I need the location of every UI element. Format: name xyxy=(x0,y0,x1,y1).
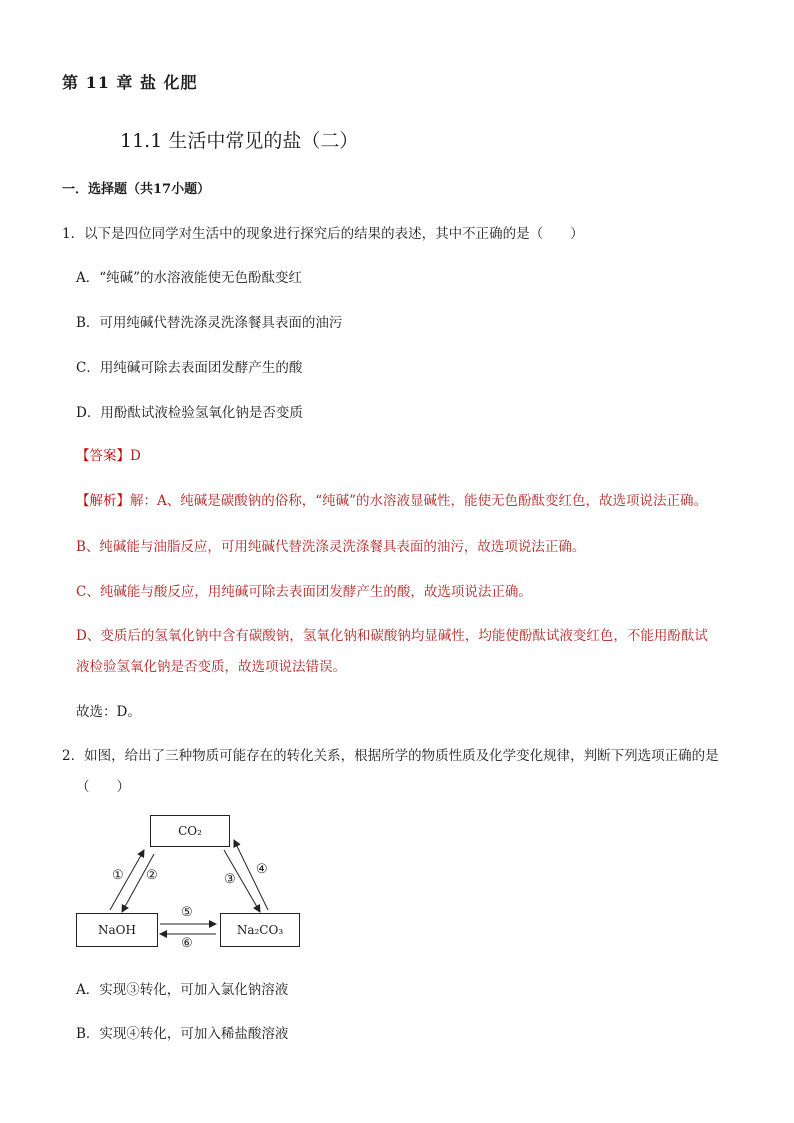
label-4: ④ xyxy=(256,862,268,877)
label-6: ⑥ xyxy=(181,936,193,951)
answer-value: D xyxy=(130,448,141,464)
question-1-option-c: C．用纯碱可除去表面团发酵产生的酸 xyxy=(76,360,303,376)
question-2-option-a: A．实现③转化，可加入氯化钠溶液 xyxy=(76,982,289,998)
question-1-option-d: D．用酚酞试液检验氢氧化钠是否变质 xyxy=(76,405,303,421)
question-1-analysis-line: D、变质后的氢氧化钠中含有碳酸钠，氢氧化钠和碳酸钠均显碱性，均能使酚酞试液变红色，不能用酚酞试 xyxy=(76,628,708,644)
question-1-analysis-line: B、纯碱能与油脂反应，可用纯碱代替洗涤灵洗涤餐具表面的油污，故选项说法正确。 xyxy=(76,539,586,555)
co2-box: CO₂ xyxy=(150,815,230,847)
question-1-analysis-line: 液检验氢氧化钠是否变质，故选项说法错误。 xyxy=(76,659,346,675)
question-1-option-a: A．“纯碱”的水溶液能使无色酚酞变红 xyxy=(76,270,303,286)
question-2-option-b: B．实现④转化，可加入稀盐酸溶液 xyxy=(76,1026,289,1042)
answer-label: 【答案】 xyxy=(76,448,130,464)
analysis-label: 【解析】 xyxy=(76,493,130,509)
question-1-option-b: B．可用纯碱代替洗涤灵洗涤餐具表面的油污 xyxy=(76,315,343,331)
lesson-title: 11.1 生活中常见的盐（二） xyxy=(120,130,359,152)
label-1: ① xyxy=(112,868,124,883)
section-heading: 一．选择题（共17小题） xyxy=(62,182,211,197)
label-2: ② xyxy=(146,868,158,883)
arrow-2 xyxy=(122,854,154,912)
question-2-stem-bracket: （ ） xyxy=(76,779,130,795)
question-1-conclusion: 故选：D。 xyxy=(76,704,141,720)
analysis-text: 解：A、纯碱是碳酸钠的俗称，“纯碱”的水溶液显碱性，能使无色酚酞变红色，故选项说法正确。 xyxy=(130,493,708,509)
naoh-box: NaOH xyxy=(76,913,158,947)
na2co3-box: Na₂CO₃ xyxy=(220,913,300,947)
question-1-analysis-line: C、纯碱能与酸反应，用纯碱可除去表面团发酵产生的酸，故选项说法正确。 xyxy=(76,584,532,600)
label-5: ⑤ xyxy=(181,905,193,920)
question-1-stem: 1．以下是四位同学对生活中的现象进行探究后的结果的表述，其中不正确的是（ ） xyxy=(62,226,584,242)
question-2-stem: 2．如图，给出了三种物质可能存在的转化关系，根据所学的物质性质及化学变化规律，判断下列选项正确的是 xyxy=(62,748,719,764)
chapter-title: 第 11 章 盐 化肥 xyxy=(62,73,198,92)
question-1-analysis-line xyxy=(76,489,707,509)
question-1-answer xyxy=(76,444,141,464)
conversion-diagram xyxy=(72,810,312,955)
label-3: ③ xyxy=(224,872,236,887)
